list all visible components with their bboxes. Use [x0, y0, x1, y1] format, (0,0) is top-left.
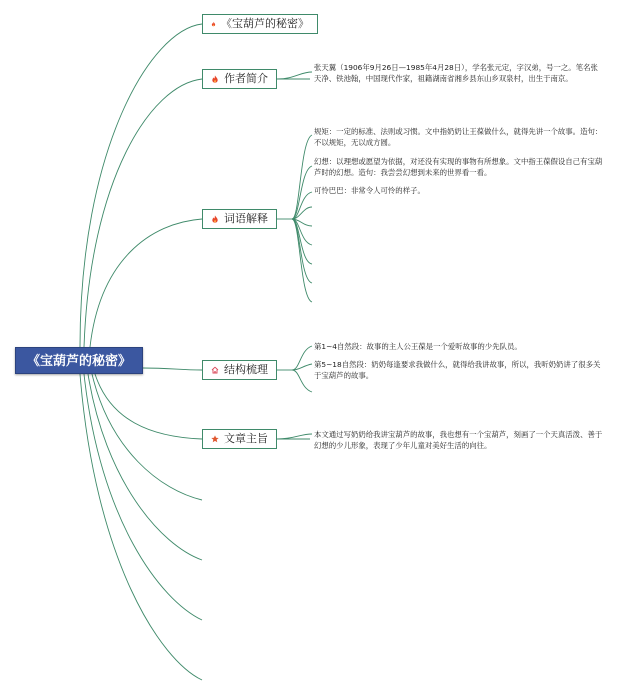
- word-text: 可怜巴巴：非常令人可怜的样子。: [314, 186, 425, 195]
- fire-icon: [211, 73, 219, 85]
- fire-icon: [211, 18, 216, 30]
- structure-leaf-1: [314, 341, 604, 352]
- star-icon: [211, 433, 219, 445]
- root-topic[interactable]: [15, 347, 143, 374]
- topic-theme-label: 文章主旨: [224, 432, 268, 445]
- fire-icon: [211, 213, 219, 225]
- topic-author-label: 作者简介: [224, 72, 268, 85]
- topic-title-node[interactable]: [202, 14, 318, 34]
- root-topic-label: 《宝葫芦的秘密》: [26, 354, 131, 369]
- word-text: 幻想：以理想或愿望为依据，对还没有实现的事物有所想象。文中指王葆假设自己有宝葫芦时的幻想。造句：我尝尝幻想到未来的世界看一看。: [314, 157, 603, 177]
- topic-author-node[interactable]: [202, 69, 277, 89]
- theme-leaf: [314, 429, 604, 451]
- topic-structure-node[interactable]: [202, 360, 277, 380]
- topic-title-label: 《宝葫芦的秘密》: [221, 17, 309, 30]
- topic-words-label: 词语解释: [224, 212, 268, 225]
- house-icon: [211, 364, 219, 376]
- topic-structure-label: 结构梳理: [224, 363, 268, 376]
- author-leaf: [314, 62, 604, 84]
- word-leaf-kelianbaba: [314, 185, 604, 196]
- structure-text: 第5~18自然段：奶奶每逢要求我做什么，就得给我讲故事，所以，我听奶奶讲了很多关于宝葫芦的故事。: [314, 360, 601, 380]
- topic-theme-node[interactable]: [202, 429, 277, 449]
- theme-text: 本文通过写奶奶给我讲宝葫芦的故事，我也想有一个宝葫芦，刻画了一个天真活泼、善于幻想的少儿形象，表现了少年儿童对美好生活的向往。: [314, 430, 603, 450]
- word-leaf-huanxiang: [314, 156, 604, 178]
- word-leaf-guiju: [314, 126, 604, 148]
- word-text: 规矩：一定的标准、法则或习惯。文中指奶奶让王葆做什么，就得先讲一个故事。造句：不以规矩，无以成方圆。: [314, 127, 603, 147]
- structure-leaf-2: [314, 359, 604, 381]
- topic-words-node[interactable]: [202, 209, 277, 229]
- structure-text: 第1~4自然段：故事的主人公王葆是一个爱听故事的少先队员。: [314, 342, 522, 351]
- author-text: 张天翼（1906年9月26日—1985年4月28日），学名张元定，字汉弟，号一之。笔名张天净、铁池翰，中国现代作家，祖籍湖南省湘乡县东山乡双泉村，出生于南京。: [314, 63, 598, 83]
